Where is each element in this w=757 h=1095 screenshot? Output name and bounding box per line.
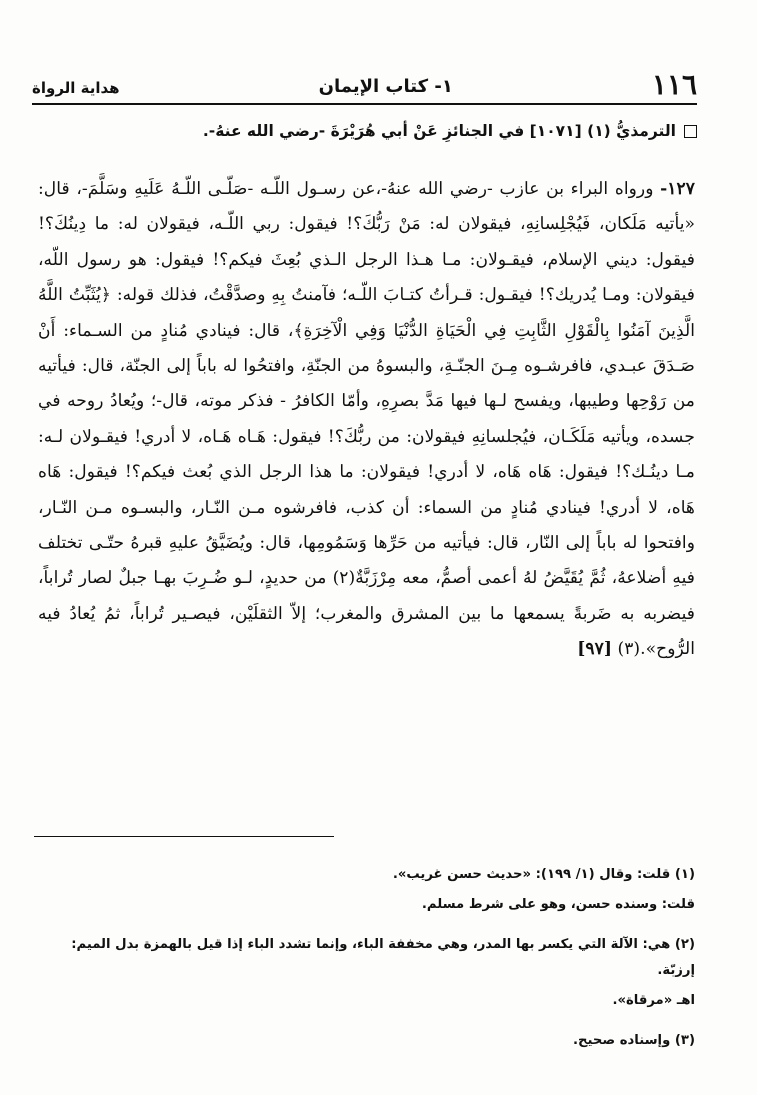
footnote-3: (٣) وإسناده صحيح. xyxy=(572,1033,695,1048)
footnote-divider xyxy=(34,836,334,837)
book-title: هداية الرواة xyxy=(32,79,120,97)
page-header xyxy=(32,60,697,100)
top-note-text: الترمذيُّ (١) [١٠٧١] في الجنائزِ عَنْ أبي هُرَيْرَةَ -رضي الله عنهُ-. xyxy=(202,122,676,140)
page-number: ١١٦ xyxy=(651,68,697,101)
hadith-paragraph xyxy=(38,172,695,668)
chapter-title: ١- كتاب الإيمان xyxy=(318,76,453,97)
square-bullet-icon xyxy=(684,125,697,138)
footnote-2-continuation: اهـ «مرقاة». xyxy=(612,993,695,1008)
hadith-reference: [٩٧] xyxy=(577,639,612,660)
footnote-1-continuation: قلت: وسنده حسن، وهو على شرط مسلم. xyxy=(421,897,695,912)
hadith-number: ١٢٧- xyxy=(660,179,695,199)
footnote-1: (١) قلت: وقال (١/ ١٩٩): «حديث حسن غريب». xyxy=(392,867,695,882)
hadith-text: ورواه البراء بن عازب -رضي الله عنهُ-،عن رسـول اللّـه -صَلّـى اللّـهُ عَلَيهِ وسَلَّمَ-، قال: «يأتيه مَلَكان، فَيُجْلِسانِهِ، فيقولان له: مَنْ رَبُّكَ؟! فيقول: ربي اللّـه، فيقولان له: ما دِينُكَ؟! فيقول: ديني الإسلام، فيقـولان: مـا هـذا الرجل الـذي بُعِثَ فيكم؟! فيقول: هو رسول اللّه، فيقولان: ومـا يُدريك؟! فيقـول: قـرأتُ كتـابَ اللّـه؛ فآمنتُ بِهِ وصدَّقْتُ، فذلك قوله: ﴿يُثَبِّتُ اللَّهُ الَّذِينَ آمَنُوا بِالْقَوْلِ الثَّابِتِ فِي الْحَيَاةِ الدُّنْيَا وَفِي الْآخِرَةِ﴾، قال: فينادي مُنادٍ من السـماء: أَنْ صَـدَقَ عبـدي، فافرشـوه مِـنَ الجنّـةِ، والبسوهُ من الجنّةِ، وافتحُوا له باباً إلى الجنّة، قال: فيأتيه من رَوْحِها وطيبها، ويفسح لـها فيها مَدَّ بصرِهِ، وأمّا الكافرُ - فذكر موته، قال-؛ ويُعادُ روحه في جسده، ويأتيه مَلَكَـان، فيُجلسانِهِ فيقولان: من ربُّكَ؟! فيقول: هَـاه هَـاه، لا أدري! فيقـولان لـه: مـا دينُـك؟! فيقول: هَاه هَاه، لا أدري! فيقولان: ما هذا الرجل الذي بُعث فيكم؟! فيقول: هَاه هَاه، لا أدري! فينادي مُنادٍ من السماء: أن كذب، فافرشوه مـن النّـار، والبسـوه مـن النّـار، وافتحوا له باباً إلى النّار، قال: فيأتيه من حَرِّها وَسَمُومِها، قال: ويُضَيَّقُ عليهِ قبرهُ حتّـى تختلف فيهِ أضلاعهُ، ثُمَّ يُقَيَّضُ لهُ أعمى أصمُّ، معه مِرْزَبَّةٌ(٢) من حديدٍ، لـو ضُـرِبَ بهـا جبلٌ لصار تُراباً، فيضربه به ضَربةً يسمعها ما بين المشرق والمغرب؛ إلاّ الثقلَيْن، فيصـير تُراباً، ثمُ يُعادُ فيه الرُّوح».(٣) xyxy=(38,179,695,660)
top-note xyxy=(60,118,697,144)
footnote-2: (٢) هي: الآلة التي يكسر بها المدر، وهي مخففة الباء، وإنما تشدد الباء إذا قيل بالهمزة بدل الميم: إرزبّة. xyxy=(71,937,695,978)
footnotes xyxy=(34,862,695,1058)
header-divider xyxy=(32,103,697,105)
